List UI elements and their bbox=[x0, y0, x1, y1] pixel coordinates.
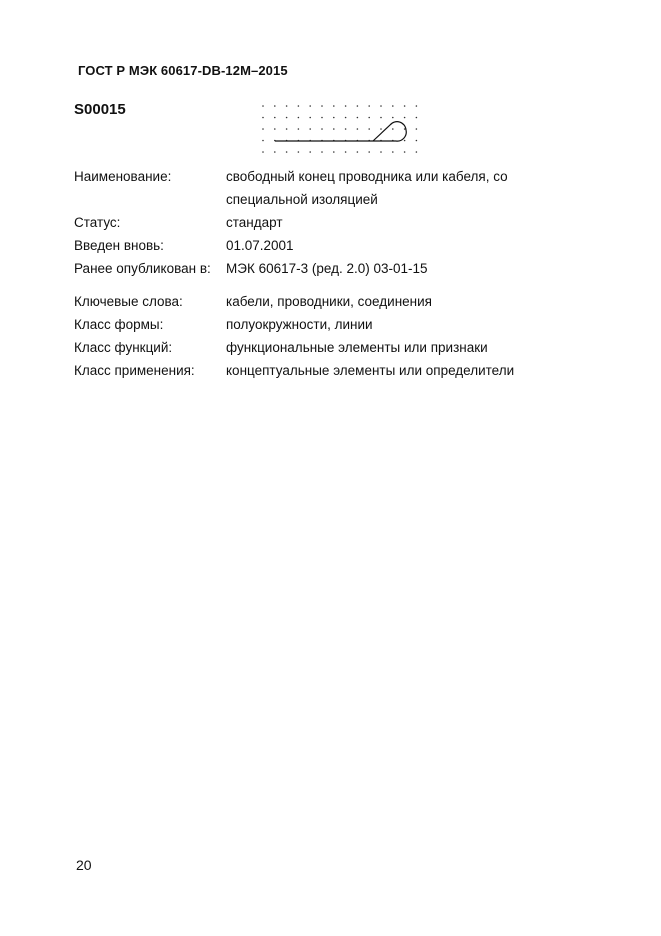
grid-dot bbox=[333, 117, 335, 119]
grid-dot bbox=[404, 140, 406, 142]
field-value: МЭК 60617-3 (ред. 2.0) 03-01-15 bbox=[226, 261, 428, 276]
field-label: Введен вновь: bbox=[74, 238, 164, 253]
grid-dot bbox=[392, 105, 394, 107]
grid-dot bbox=[345, 128, 347, 130]
field-label: Класс функций: bbox=[74, 340, 173, 355]
grid-dot bbox=[404, 117, 406, 119]
grid-dot bbox=[333, 128, 335, 130]
grid-dot bbox=[298, 117, 300, 119]
grid-dot bbox=[368, 151, 370, 153]
field-value: 01.07.2001 bbox=[226, 238, 294, 253]
grid-dot bbox=[357, 105, 359, 107]
grid-dot bbox=[286, 151, 288, 153]
field-label: Ранее опубликован в: bbox=[74, 261, 211, 276]
field-label: Статус: bbox=[74, 215, 121, 230]
field-label: Класс формы: bbox=[74, 317, 164, 332]
grid-dot bbox=[286, 105, 288, 107]
grid-dot bbox=[392, 117, 394, 119]
symbol-code: S00015 bbox=[74, 101, 126, 118]
grid-dot bbox=[416, 128, 418, 130]
grid-dot bbox=[286, 128, 288, 130]
grid-dot bbox=[345, 151, 347, 153]
grid-dot bbox=[404, 128, 406, 130]
grid-dot bbox=[380, 151, 382, 153]
field-value: концептуальные элементы или определители bbox=[226, 363, 515, 378]
grid-dot bbox=[357, 117, 359, 119]
field-label: Класс применения: bbox=[74, 363, 195, 378]
grid-dot bbox=[286, 117, 288, 119]
grid-dot bbox=[368, 128, 370, 130]
grid-dot bbox=[262, 105, 264, 107]
grid-dot bbox=[345, 105, 347, 107]
grid-dot bbox=[298, 151, 300, 153]
grid-dot bbox=[333, 105, 335, 107]
grid-dot bbox=[404, 151, 406, 153]
grid-dot bbox=[309, 117, 311, 119]
grid-dot bbox=[298, 128, 300, 130]
grid-dot bbox=[416, 151, 418, 153]
grid-dot bbox=[321, 151, 323, 153]
grid-dot bbox=[345, 117, 347, 119]
grid-dot bbox=[321, 128, 323, 130]
grid-dot bbox=[262, 151, 264, 153]
field-label: Наименование: bbox=[74, 169, 172, 184]
grid-dot bbox=[404, 105, 406, 107]
field-value: кабели, проводники, соединения bbox=[226, 294, 432, 309]
grid-dot bbox=[321, 105, 323, 107]
grid-dot bbox=[416, 117, 418, 119]
grid-dot bbox=[333, 151, 335, 153]
grid-dot bbox=[368, 117, 370, 119]
grid-dot bbox=[380, 128, 382, 130]
grid-dot bbox=[357, 151, 359, 153]
field-value: полуокружности, линии bbox=[226, 317, 373, 332]
grid-dot bbox=[321, 117, 323, 119]
field-value: стандарт bbox=[226, 215, 283, 230]
grid-dot bbox=[380, 105, 382, 107]
grid-dot bbox=[274, 128, 276, 130]
grid-dot bbox=[274, 151, 276, 153]
grid-dot bbox=[380, 117, 382, 119]
free-conductor-end-special-insulation-icon bbox=[255, 100, 425, 165]
grid-dot bbox=[357, 128, 359, 130]
field-label: Ключевые слова: bbox=[74, 294, 183, 309]
grid-dot bbox=[274, 105, 276, 107]
grid-dot bbox=[309, 105, 311, 107]
field-value: функциональные элементы или признаки bbox=[226, 340, 488, 355]
page-number: 20 bbox=[76, 857, 92, 873]
grid-dot bbox=[262, 140, 264, 142]
grid-dot bbox=[416, 105, 418, 107]
document-header: ГОСТ Р МЭК 60617-DB-12M–2015 bbox=[78, 63, 288, 78]
grid-dot bbox=[262, 117, 264, 119]
grid-dot bbox=[309, 128, 311, 130]
grid-dot bbox=[392, 151, 394, 153]
grid-dot bbox=[262, 128, 264, 130]
field-value: свободный конец проводника или кабеля, со специальной изоляцией bbox=[226, 169, 508, 207]
grid-dot bbox=[298, 105, 300, 107]
grid-dot bbox=[416, 140, 418, 142]
grid-dot bbox=[392, 128, 394, 130]
grid-dot bbox=[368, 105, 370, 107]
grid-dot bbox=[309, 151, 311, 153]
grid-dot bbox=[274, 117, 276, 119]
